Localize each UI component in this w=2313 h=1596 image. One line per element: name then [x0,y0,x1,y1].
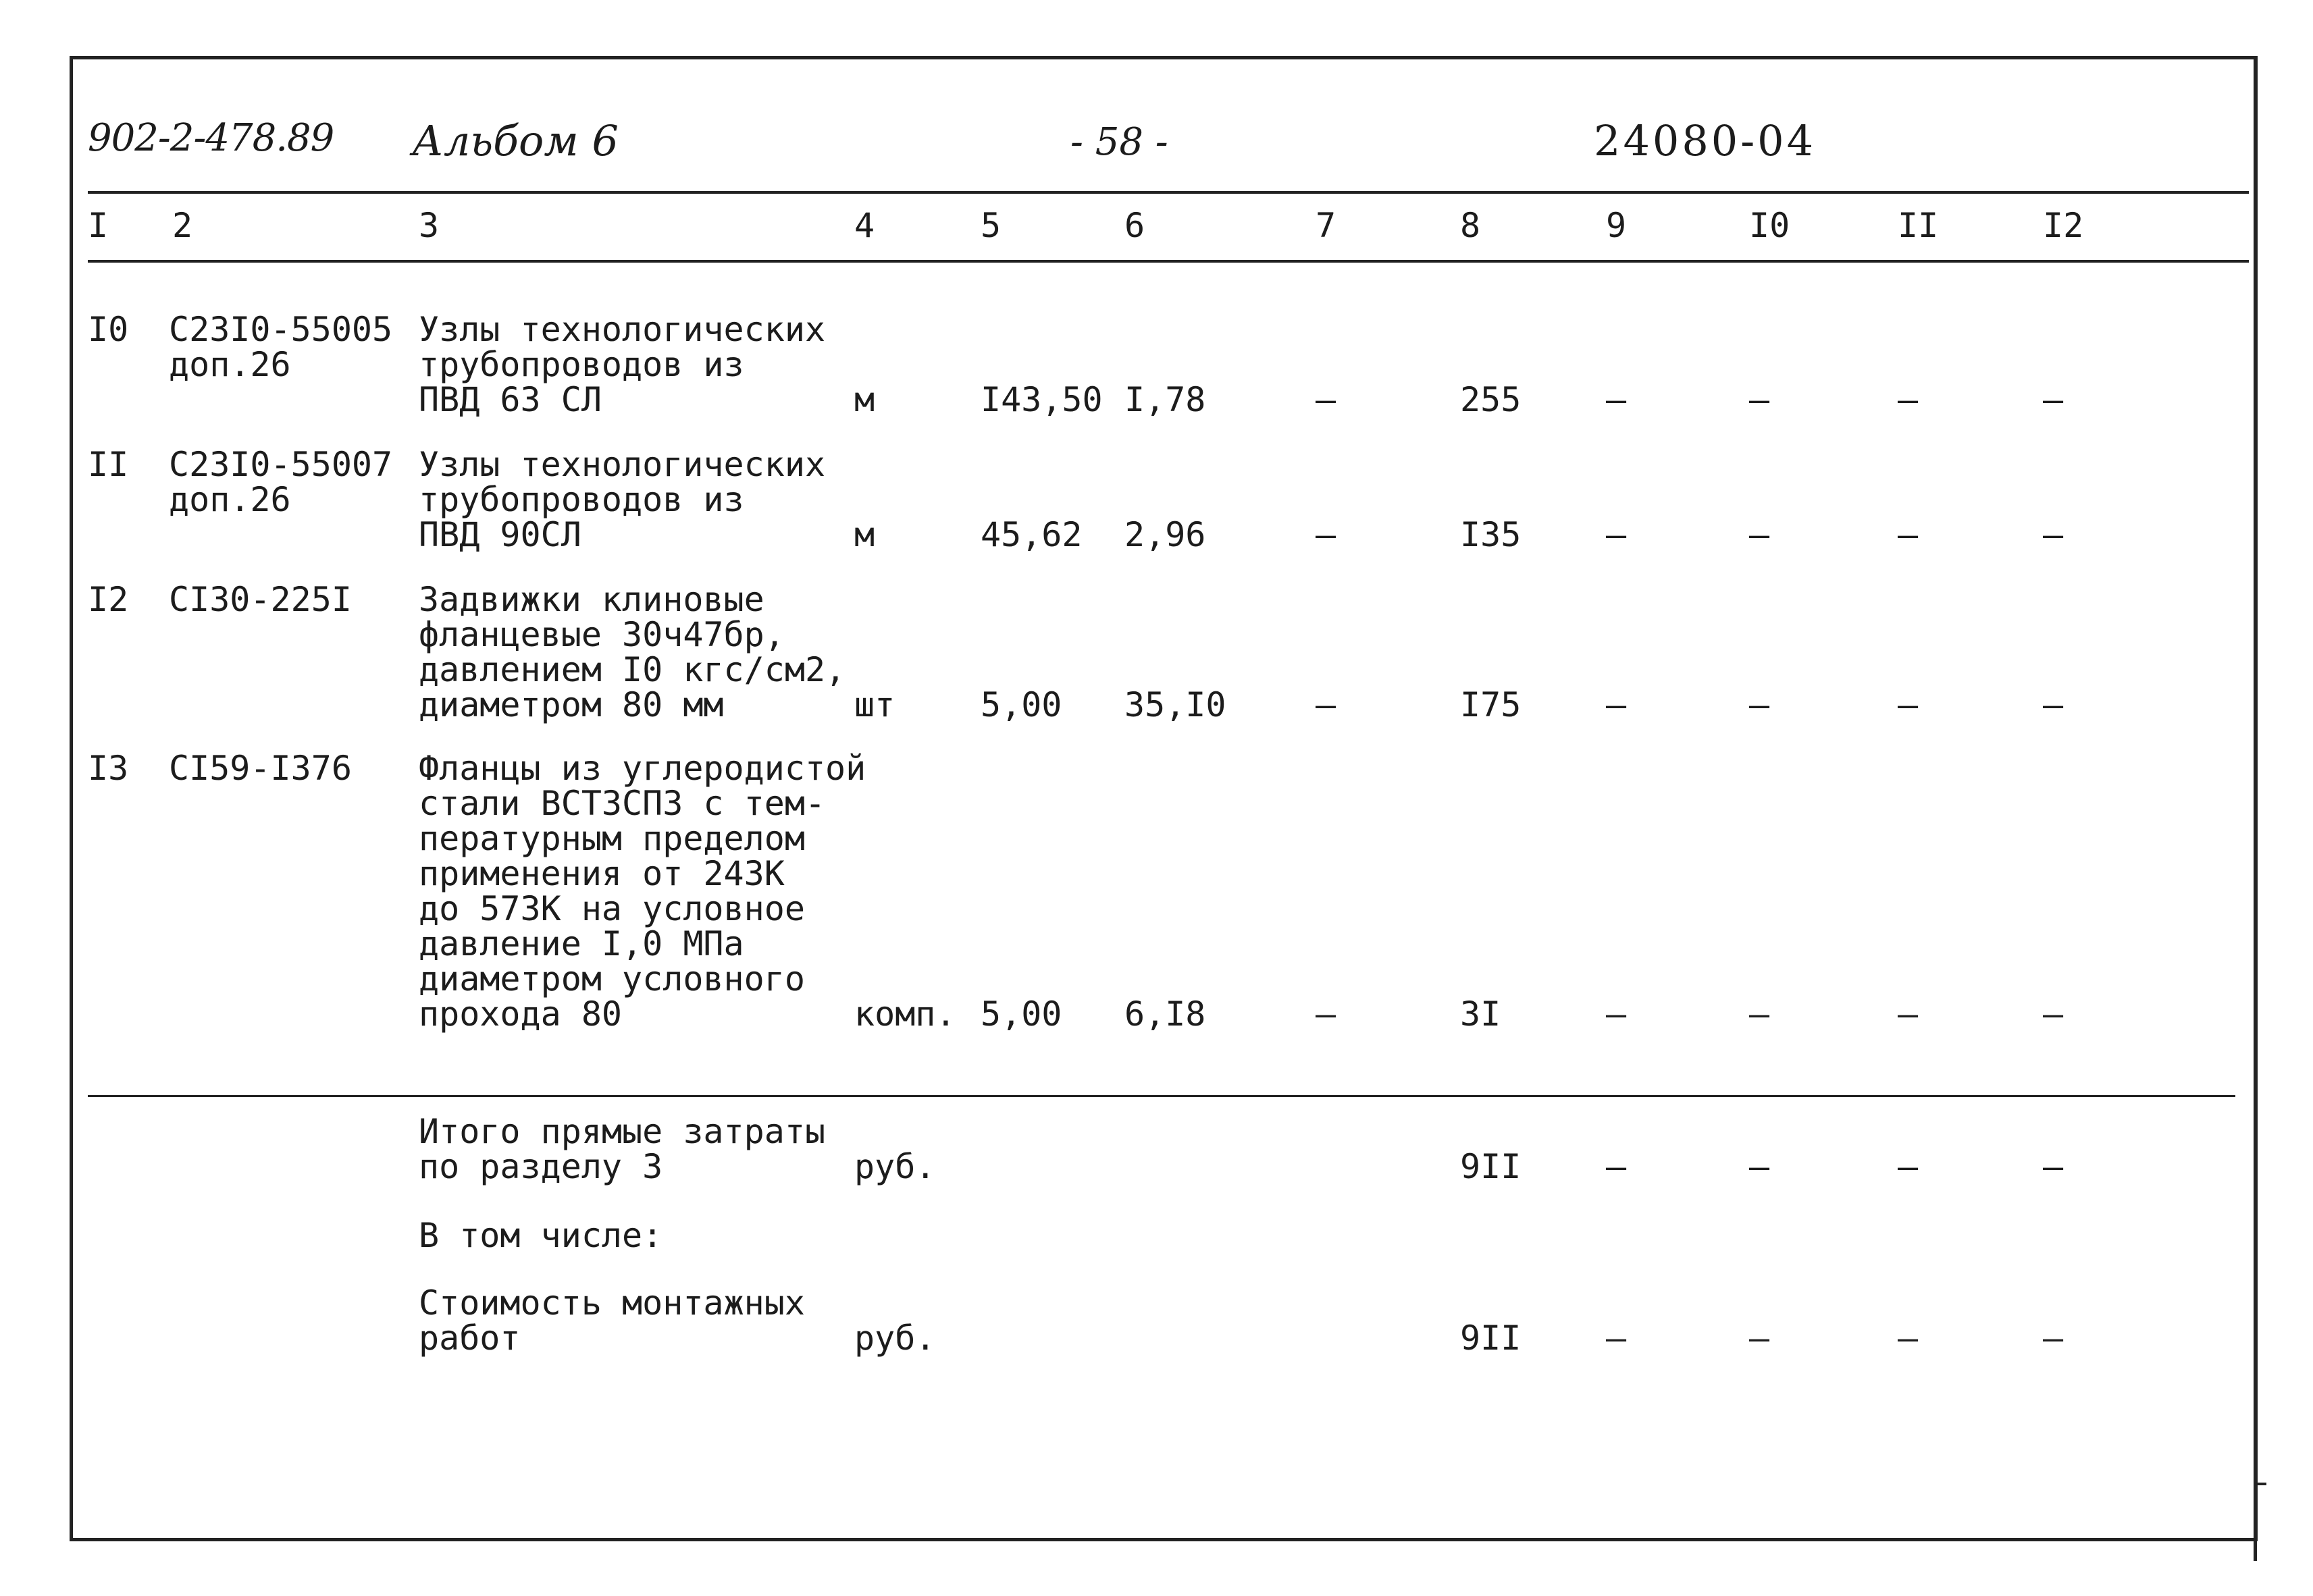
page-frame [70,56,2258,1541]
row-code-note: доп.26 [169,345,291,384]
totals-unit: руб. [854,1319,936,1358]
totals-col-8: 9II [1460,1319,1522,1358]
row-col-12: – [2043,685,2064,724]
document-code: 902-2-478.89 [88,116,334,160]
row-code: С23I0-55005 [169,310,393,349]
row-col-11: – [1898,685,1919,724]
row-number: I2 [88,580,129,619]
totals-rule [88,1095,2235,1097]
row-col-7: – [1316,685,1336,724]
row-description-line: трубопроводов из [419,345,744,384]
col-6-header: 6 [1124,206,1145,245]
totals-col-8: 9II [1460,1147,1522,1186]
row-col-9: – [1606,685,1627,724]
row-code-note: доп.26 [169,480,291,519]
row-description-line: прохода 80 [419,994,623,1034]
row-description-line: до 573К на условное [419,889,805,928]
totals-description-line: по разделу 3 [419,1147,663,1186]
col-8-header: 8 [1460,206,1481,245]
totals-description-line: работ [419,1319,521,1358]
row-unit: шт [854,685,895,724]
row-col-8: I35 [1460,515,1522,554]
totals-col-11: – [1898,1319,1919,1358]
row-col-10: – [1749,515,1770,554]
row-quantity: 5,00 [981,994,1062,1034]
row-description-line: Задвижки клиновые [419,580,764,619]
totals-col-12: – [2043,1147,2064,1186]
row-col-8: 255 [1460,380,1522,419]
totals-unit: руб. [854,1147,936,1186]
row-description-line: диаметром 80 мм [419,685,724,724]
row-code: СI59-I376 [169,749,352,788]
row-description-line: Узлы технологических [419,310,826,349]
col-12-header: I2 [2043,206,2084,245]
col-7-header: 7 [1316,206,1336,245]
row-unit-price: 6,I8 [1124,994,1206,1034]
col-2-header: 2 [172,206,193,245]
row-code: С23I0-55007 [169,445,393,484]
totals-col-11: – [1898,1147,1919,1186]
row-code: СI30-225I [169,580,352,619]
row-unit-price: 35,I0 [1124,685,1226,724]
album-label: Альбом 6 [412,116,619,165]
row-col-9: – [1606,380,1627,419]
row-description-line: стали ВСТ3СП3 с тем- [419,784,826,823]
row-col-7: – [1316,994,1336,1034]
row-unit: комп. [854,994,956,1034]
row-col-12: – [2043,380,2064,419]
row-quantity: 5,00 [981,685,1062,724]
row-unit: м [854,515,875,554]
row-description-line: Узлы технологических [419,445,826,484]
totals-col-9: – [1606,1319,1627,1358]
row-quantity: I43,50 [981,380,1103,419]
row-number: I3 [88,749,129,788]
col-5-header: 5 [981,206,1002,245]
row-col-7: – [1316,380,1336,419]
row-number: II [88,445,129,484]
row-unit-price: I,78 [1124,380,1206,419]
col-9-header: 9 [1606,206,1627,245]
row-description-line: диаметром условного [419,959,805,999]
row-description-line: применения от 243К [419,854,785,893]
column-header-rule [88,260,2249,263]
header-rule [88,191,2249,194]
row-col-8: 3I [1460,994,1501,1034]
col-3-header: 3 [419,206,440,245]
col-11-header: II [1898,206,1939,245]
row-col-11: – [1898,515,1919,554]
row-description-line: давлением I0 кгс/см2, [419,650,846,689]
col-4-header: 4 [854,206,875,245]
row-unit-price: 2,96 [1124,515,1206,554]
row-unit: м [854,380,875,419]
col-10-header: I0 [1749,206,1790,245]
row-description-line: пературным пределом [419,819,805,858]
row-description-line: ПВД 90СЛ [419,515,581,554]
col-1-header: I [88,206,109,245]
row-description-line: трубопроводов из [419,480,744,519]
page-number: - 58 - [1070,120,1168,164]
row-quantity: 45,62 [981,515,1083,554]
frame-edge-mark [2254,1483,2266,1485]
row-description-line: фланцевые 30ч47бр, [419,615,785,654]
row-col-12: – [2043,515,2064,554]
totals-col-12: – [2043,1319,2064,1358]
totals-col-10: – [1749,1147,1770,1186]
row-col-9: – [1606,515,1627,554]
frame-edge-mark [2254,1512,2257,1561]
row-col-9: – [1606,994,1627,1034]
row-description-line: ПВД 63 СЛ [419,380,602,419]
row-col-12: – [2043,994,2064,1034]
row-description-line: Фланцы из углеродистой [419,749,866,788]
row-col-10: – [1749,380,1770,419]
row-col-10: – [1749,994,1770,1034]
totals-col-10: – [1749,1319,1770,1358]
row-col-11: – [1898,380,1919,419]
totals-description-line: Стоимость монтажных [419,1283,805,1323]
totals-description-line: Итого прямые затраты [419,1112,826,1151]
including-label: В том числе: [419,1216,663,1255]
document-number: 24080-04 [1594,116,1817,165]
row-col-10: – [1749,685,1770,724]
row-col-7: – [1316,515,1336,554]
row-col-8: I75 [1460,685,1522,724]
row-number: I0 [88,310,129,349]
totals-col-9: – [1606,1147,1627,1186]
row-description-line: давление I,0 МПа [419,924,744,963]
row-col-11: – [1898,994,1919,1034]
